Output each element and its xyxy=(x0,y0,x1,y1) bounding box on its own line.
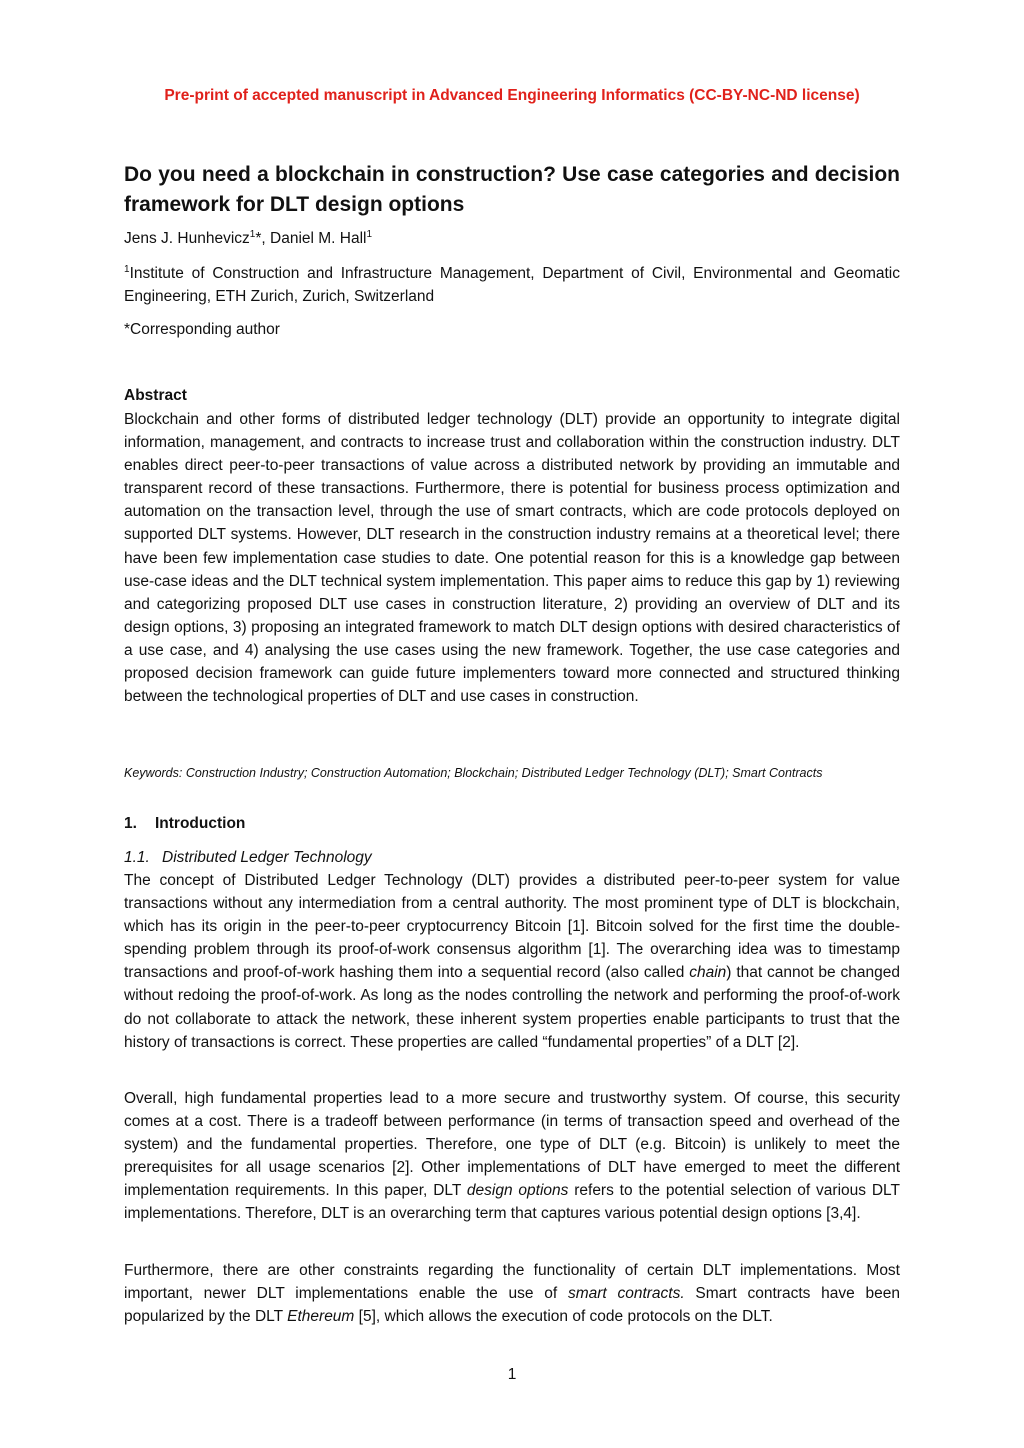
subsection-heading xyxy=(124,846,900,869)
section-number: 1. xyxy=(124,815,137,832)
paragraph-text: Overall, high fundamental properties lead to a more secure and trustworthy system. Of course, this security comes at a cost. There is a tradeoff between performance (in terms of transaction speed and overhead of the system) and the fundamental properties. Therefore, one type of DLT (e.g. Bitcoin) is unlikely to meet the prerequisites for all usage scenarios [2]. Other implementations of DLT have emerged to meet the different implementation requirements. In this paper, DLT xyxy=(124,1090,900,1200)
corresponding-marker: * xyxy=(255,230,262,247)
paragraph-emphasis: chain xyxy=(689,964,727,982)
affiliation-text: Institute of Construction and Infrastructure Management, Department of Civil, Environmental and Geomatic Engineering, ETH Zurich, Zurich, Switzerland xyxy=(124,265,900,305)
abstract-body: Blockchain and other forms of distributed ledger technology (DLT) provide an opportunity to integrate digital information, management, and contracts to increase trust and collaboration within the construction industry. DLT enables direct peer-to-peer transactions of value across a distributed network by providing an immutable and transparent record of these transactions. Furthermore, there is potential for business process optimization and automation on the transaction level, through the use of smart contracts, which are code protocols deployed on supported DLT systems. However, DLT research in the construction industry remains at a theoretical level; there have been few implementation case studies to date. One potential reason for this is a knowledge gap between use-case ideas and the DLT technical system implementation. This paper aims to reduce this gap by 1) reviewing and categorizing proposed DLT use cases in construction literature, 2) providing an overview of DLT and its design options, 3) proposing an integrated framework to match DLT design options with desired characteristics of a use case, and 4) analysing the use cases using the new framework. Together, the use case categories and proposed decision framework can guide future implementers toward more connected and structured thinking between the technological properties of DLT and use cases in construction. xyxy=(124,411,900,706)
paragraph xyxy=(124,1259,900,1328)
paragraph-text: Smart contracts have been popularized by the DLT xyxy=(124,1285,900,1326)
author-affiliation-marker: 1 xyxy=(366,228,373,240)
paragraph-text: refers to the potential selection of various DLT implementations. Therefore, DLT is an overarching term that captures various potential design options [3,4]. xyxy=(124,1182,900,1223)
author-separator: , xyxy=(261,230,271,247)
affiliation xyxy=(124,262,900,308)
paragraph-text: Furthermore, there are other constraints regarding the functionality of certain DLT implementations. Most important, newer DLT implementations enable the use of xyxy=(124,1262,900,1303)
paragraph-emphasis: design options xyxy=(466,1182,569,1200)
paragraph-emphasis: smart contracts. xyxy=(567,1285,685,1303)
section-title: Introduction xyxy=(155,815,246,832)
paper-title: Do you need a blockchain in construction? Use case categories and decision framework for DLT design options xyxy=(124,163,900,216)
subsection-number: 1.1. xyxy=(124,849,150,866)
paragraph xyxy=(124,1087,900,1226)
affiliation-marker: 1 xyxy=(124,263,130,275)
keywords: Keywords: Construction Industry; Construction Automation; Blockchain; Distributed Ledger Technology (DLT); Smart Contracts xyxy=(124,766,823,780)
page-number: 1 xyxy=(507,1366,517,1383)
corresponding-author-note: *Corresponding author xyxy=(124,321,280,338)
paragraph-emphasis: Ethereum xyxy=(287,1308,355,1326)
paragraph xyxy=(124,869,900,1054)
author-name: Daniel M. Hall xyxy=(270,230,367,247)
paragraph-text: The concept of Distributed Ledger Technology (DLT) provides a distributed peer-to-peer system for value transactions without any intermediation from a central authority. The most prominent type of DLT is blockchain, which has its origin in the peer-to-peer cryptocurrency Bitcoin [1]. Bitcoin solved for the first time the double-spending problem through its proof-of-work consensus algorithm [1]. The overarching idea was to timestamp transactions and proof-of-work hashing them into a sequential record (also called xyxy=(124,872,900,982)
author-affiliation-marker: 1 xyxy=(249,228,256,240)
paragraph-text: ) that cannot be changed without redoing the proof-of-work. As long as the nodes controlling the network and performing the proof-of-work do not collaborate to attack the network, these inherent system properties enable participants to trust that the history of transactions is correct. These properties are called “fundamental properties” of a DLT [2]. xyxy=(124,964,900,1051)
author-list xyxy=(124,228,900,250)
preprint-banner: Pre-print of accepted manuscript in Advanced Engineering Informatics (CC-BY-NC-ND license) xyxy=(164,87,860,104)
author-name: Jens J. Hunhevicz xyxy=(124,230,250,247)
subsection-title: Distributed Ledger Technology xyxy=(162,849,372,866)
paragraph-text: [5], which allows the execution of code protocols on the DLT. xyxy=(354,1308,773,1326)
section-heading xyxy=(124,813,900,835)
abstract-heading: Abstract xyxy=(124,387,187,404)
